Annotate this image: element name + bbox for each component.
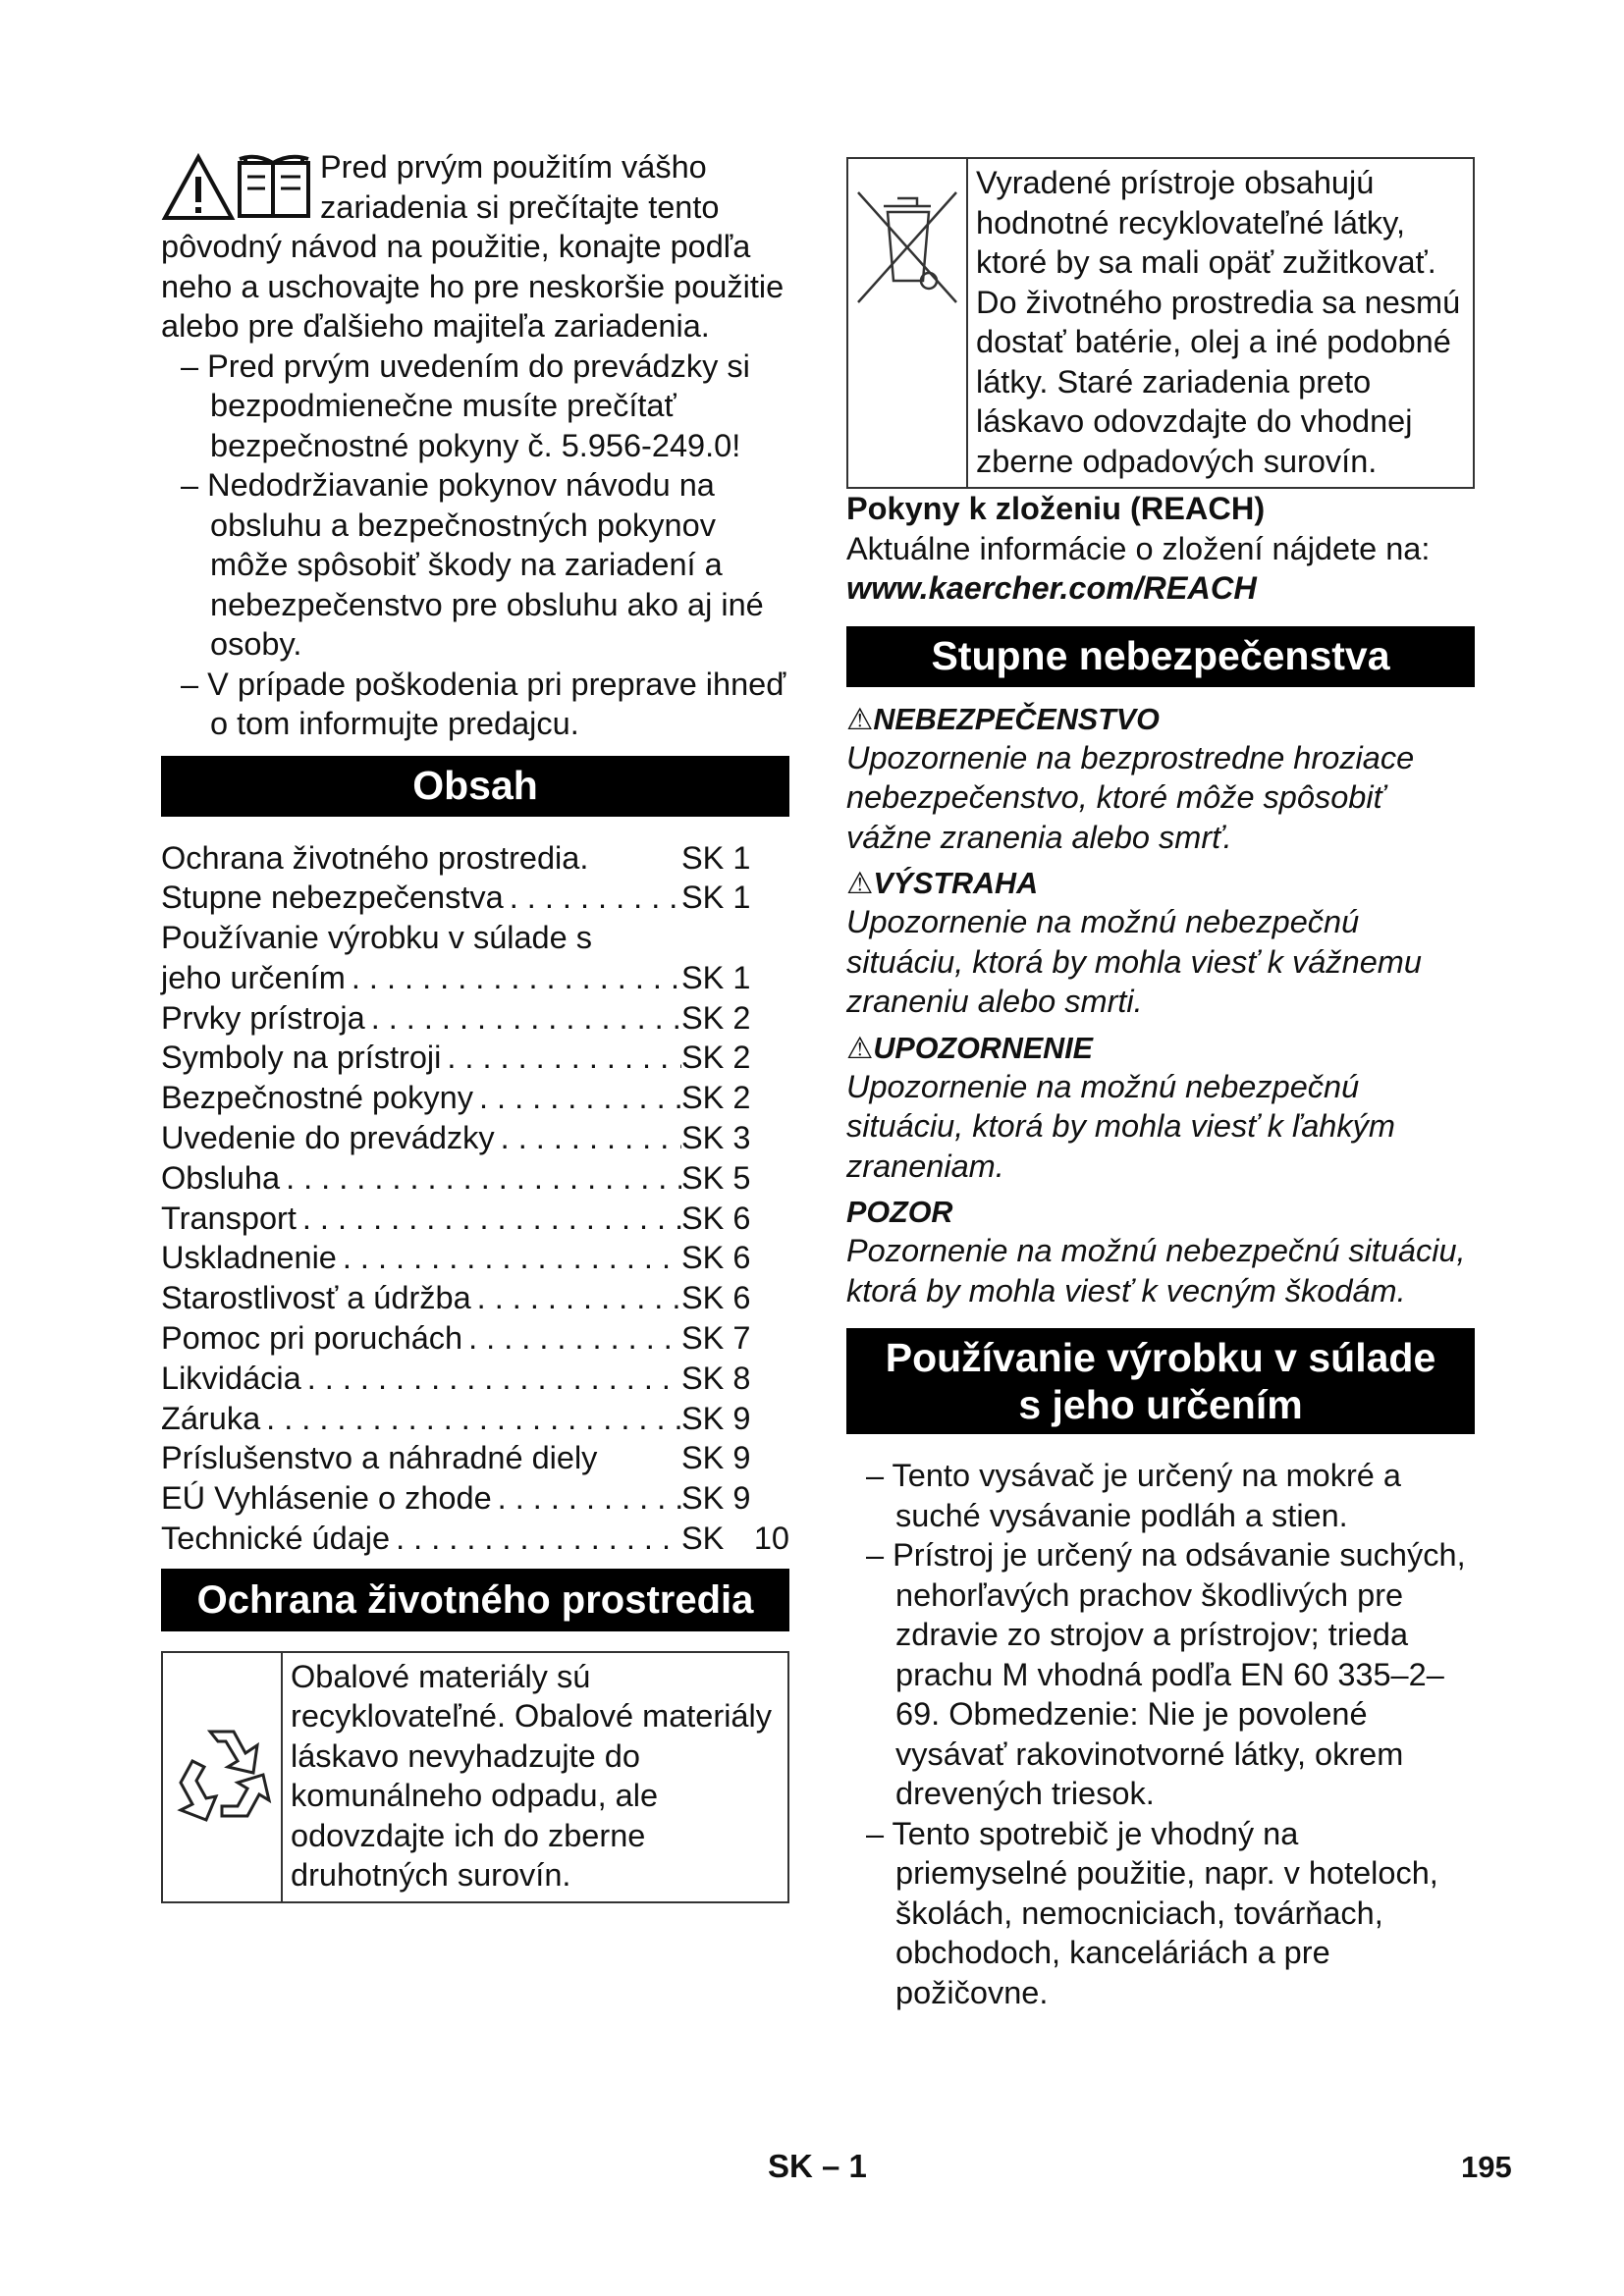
toc-title: Používanie výrobku v súlade s (161, 920, 592, 956)
warning-icon: ⚠ (846, 1031, 874, 1065)
toc-leader (597, 1438, 681, 1478)
intended-use-list (846, 1456, 1475, 2012)
heading-line: s jeho určením (1018, 1382, 1303, 1427)
reach-text: Aktuálne informácie o zložení nájdete na: (846, 530, 1431, 566)
toc-title: Obsluha (161, 1159, 281, 1196)
weee-text: Vyradené prístroje obsahujú hodnotné recyklovateľné látky, ktoré by sa mali opäť zužitkovať. Do životného prostredia sa nesmú dostať batérie, olej a iné podobné látky. Staré zariadenia preto láskavo odovzdajte do vhodnej zberne odpadových surovín. (976, 165, 1461, 479)
toc-page: SK 3 (681, 1120, 751, 1156)
table-of-contents (161, 838, 789, 1559)
toc-title: Symboly na prístroji (161, 1040, 442, 1076)
toc-leader (492, 1478, 681, 1519)
toc-page: SK 7 (681, 1320, 751, 1357)
toc-row[interactable] (161, 958, 789, 998)
left-column (161, 147, 789, 1903)
recycle-icon (163, 1718, 281, 1836)
toc-leader (390, 1519, 681, 1559)
toc-leader (260, 1399, 681, 1439)
toc-leader (471, 1278, 681, 1318)
toc-page-extra: 10 (753, 1521, 789, 1557)
toc-page-extra (750, 1158, 789, 1199)
warning-icon: ⚠ (846, 702, 874, 736)
toc-page-extra (750, 1278, 789, 1318)
toc-row[interactable] (161, 1278, 789, 1318)
list-item: – V prípade poškodenia pri preprave ihneď o tom informujte predajcu. (161, 665, 789, 744)
toc-leader (495, 1118, 681, 1158)
footer-section-code: SK – 1 (768, 2148, 867, 2184)
toc-leader (280, 1158, 681, 1199)
toc-row[interactable] (161, 1078, 789, 1118)
weee-icon-cell (848, 159, 968, 487)
toc-leader (462, 1318, 681, 1359)
toc-title: Príslušenstvo a náhradné diely (161, 1440, 598, 1476)
toc-page-extra (750, 878, 789, 918)
section-heading-ochrana: Ochrana životného prostredia (161, 1569, 789, 1631)
list-item: – Pred prvým uvedením do prevádzky si bezpodmienečne musíte prečítať bezpečnostné pokyny č. 5.956-249.0! (161, 347, 789, 466)
toc-row[interactable] (161, 1478, 789, 1519)
toc-leader (504, 878, 681, 918)
toc-title: EÚ Vyhlásenie o zhode (161, 1480, 492, 1517)
crossed-bin-icon (848, 187, 966, 314)
toc-row[interactable] (161, 918, 789, 958)
toc-title: Likvidácia (161, 1360, 301, 1396)
toc-page: SK 6 (681, 1200, 751, 1236)
reach-link[interactable]: www.kaercher.com/REACH (846, 570, 1257, 606)
toc-leader (592, 918, 681, 958)
hazard-label-text: NEBEZPEČENSTVO (873, 702, 1160, 736)
toc-page-extra (750, 918, 789, 958)
reach-title: Pokyny k zloženiu (REACH) (846, 491, 1266, 526)
hazard-label-text: VÝSTRAHA (873, 867, 1039, 900)
toc-page: SK (681, 1521, 725, 1557)
hazard-label (846, 701, 1475, 738)
toc-page-extra (750, 1318, 789, 1359)
intro-paragraph: Pred prvým použitím vášho zariadenia si prečítajte tento pôvodný návod na použitie, konajte podľa neho a uschovajte ho pre neskoršie použitie alebo pre ďalšieho majiteľa zariadenia. (161, 149, 785, 344)
section-heading-stupne: Stupne nebezpečenstva (846, 626, 1475, 687)
toc-page-extra (750, 958, 789, 998)
toc-page: SK 9 (681, 1480, 751, 1517)
right-column (846, 157, 1475, 2012)
toc-leader (346, 958, 681, 998)
toc-page: SK 6 (681, 1280, 751, 1316)
toc-row[interactable] (161, 1399, 789, 1439)
warning-icon: ⚠ (846, 867, 874, 900)
recycle-notice-box (161, 1651, 789, 1903)
hazard-description: Upozornenie na možnú nebezpečnú situáciu, ktorá by mohla viesť k vážnemu zraneniu alebo smrti. (846, 904, 1422, 1019)
toc-title: jeho určením (161, 959, 346, 995)
toc-row[interactable] (161, 878, 789, 918)
toc-page: SK 9 (681, 1440, 751, 1476)
toc-page-extra (750, 1078, 789, 1118)
toc-row[interactable] (161, 1438, 789, 1478)
toc-row[interactable] (161, 1199, 789, 1239)
toc-title: Transport (161, 1200, 297, 1236)
toc-leader (365, 998, 681, 1039)
section-heading-pouzivanie (846, 1328, 1475, 1434)
toc-row[interactable] (161, 1318, 789, 1359)
toc-row[interactable] (161, 998, 789, 1039)
warning-icon (161, 153, 312, 222)
recycle-text: Obalové materiály sú recyklovateľné. Obalové materiály láskavo nevyhadzujte do komunálneho odpadu, ale odovzdajte ich do zberne druhotných surovín. (291, 1658, 772, 1894)
weee-notice-box (846, 157, 1475, 489)
list-item: – Tento spotrebič je vhodný na priemyselné použitie, napr. v hoteloch, školách, nemocniciach, továrňach, obchodoch, kanceláriách a pre požičovne. (846, 1814, 1475, 2013)
toc-row[interactable] (161, 1359, 789, 1399)
hazard-label (846, 1030, 1475, 1067)
toc-page-extra (750, 1238, 789, 1278)
hazard-label-text: UPOZORNENIE (873, 1031, 1094, 1065)
toc-page: SK 9 (681, 1400, 751, 1436)
toc-page-extra (750, 1038, 789, 1078)
manual-book-icon (240, 157, 308, 216)
toc-title: Pomoc pri poruchách (161, 1320, 463, 1357)
toc-page-extra (750, 1359, 789, 1399)
toc-title: Starostlivosť a údržba (161, 1280, 471, 1316)
hazard-label (846, 865, 1475, 902)
toc-page: SK 1 (681, 839, 751, 876)
toc-leader (473, 1078, 681, 1118)
hazard-level (846, 1194, 1475, 1310)
toc-row[interactable] (161, 1519, 789, 1559)
section-heading-obsah: Obsah (161, 756, 789, 817)
hazard-description: Upozornenie na možnú nebezpečnú situáciu, ktorá by mohla viesť k ľahkým zraneniam. (846, 1068, 1395, 1184)
toc-page-extra (750, 838, 789, 879)
heading-line: Používanie výrobku v súlade (885, 1335, 1436, 1380)
toc-leader (297, 1199, 681, 1239)
toc-page: SK 2 (681, 1040, 751, 1076)
toc-row[interactable] (161, 1118, 789, 1158)
toc-row[interactable] (161, 1158, 789, 1199)
toc-title: Technické údaje (161, 1521, 391, 1557)
toc-page: SK 1 (681, 959, 751, 995)
hazard-description: Pozornenie na možnú nebezpečnú situáciu, ktorá by mohla viesť k vecným škodám. (846, 1233, 1466, 1308)
toc-page-extra (750, 1399, 789, 1439)
toc-page: SK 1 (681, 880, 751, 916)
hazard-label-text: POZOR (846, 1196, 953, 1229)
toc-title: Uskladnenie (161, 1240, 337, 1276)
hazard-level (846, 1030, 1475, 1187)
toc-page: SK 2 (681, 999, 751, 1036)
intro-section (161, 147, 789, 744)
toc-leader (337, 1238, 681, 1278)
hazard-label (846, 1194, 1475, 1231)
list-item: – Tento vysávač je určený na mokré a suché vysávanie podláh a stien. (846, 1456, 1475, 1535)
hazard-description: Upozornenie na bezprostredne hroziace nebezpečenstvo, ktoré môže spôsobiť vážne zranenia alebo smrť. (846, 739, 1415, 855)
toc-leader (301, 1359, 681, 1399)
toc-page-extra (750, 1478, 789, 1519)
toc-row[interactable] (161, 1038, 789, 1078)
hazard-level (846, 701, 1475, 858)
toc-page: SK 8 (681, 1360, 751, 1396)
toc-page: SK 2 (681, 1080, 751, 1116)
toc-title: Prvky prístroja (161, 999, 365, 1036)
toc-page: SK 6 (681, 1240, 751, 1276)
toc-title: Uvedenie do prevádzky (161, 1120, 495, 1156)
toc-row[interactable] (161, 1238, 789, 1278)
toc-leader (588, 838, 681, 879)
hazard-levels (846, 701, 1475, 1311)
toc-page: SK 5 (681, 1159, 751, 1196)
toc-title: Záruka (161, 1400, 261, 1436)
recycle-icon-cell (163, 1653, 283, 1901)
toc-title: Ochrana životného prostredia. (161, 839, 589, 876)
toc-page-extra (750, 998, 789, 1039)
toc-page-extra (750, 1438, 789, 1478)
toc-page (681, 918, 750, 958)
toc-title: Bezpečnostné pokyny (161, 1080, 473, 1116)
list-item: – Prístroj je určený na odsávanie suchých, nehorľavých prachov škodlivých pre zdravie zo strojov a prístrojov; trieda prachu M vhodná podľa EN 60 335–2–69. Obmedzenie: Nie je povolené vysávať rakovinotvorné látky, okrem drevených triesok. (846, 1535, 1475, 1814)
hazard-level (846, 865, 1475, 1022)
toc-row[interactable] (161, 838, 789, 879)
toc-page-extra (750, 1118, 789, 1158)
footer-page-number: 195 (1461, 2150, 1512, 2184)
toc-title: Stupne nebezpečenstva (161, 880, 504, 916)
toc-page-extra (750, 1199, 789, 1239)
list-item: – Nedodržiavanie pokynov návodu na obsluhu a bezpečnostných pokynov môže spôsobiť škody na zariadení a nebezpečenstvo pre obsluhu ako aj iné osoby. (161, 465, 789, 665)
toc-leader (441, 1038, 681, 1078)
intro-list (161, 347, 789, 744)
